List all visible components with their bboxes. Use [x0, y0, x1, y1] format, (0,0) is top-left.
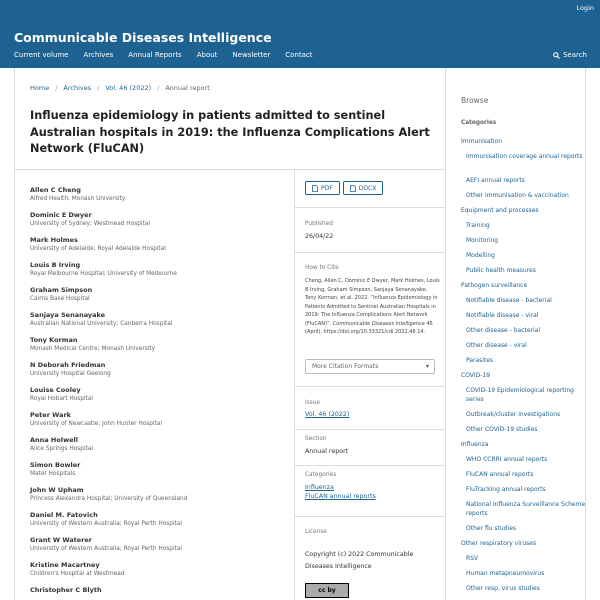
- breadcrumb-separator: /: [97, 84, 100, 92]
- sidebar-subcategory[interactable]: Parasites: [466, 357, 494, 364]
- author-name: Sanjaya Senanayake: [30, 311, 106, 319]
- author-entry: [30, 436, 290, 461]
- sidebar-subcategory[interactable]: RSV: [466, 555, 479, 562]
- author-affiliation: Alfred Health; Monash University: [30, 196, 126, 202]
- author-entry: [30, 236, 290, 261]
- license-text: Copyright (c) 2022 Communicable Diseases Intelligence: [305, 551, 414, 570]
- breadcrumb-current: Annual report: [165, 84, 210, 92]
- nav-current-volume[interactable]: Current volume: [14, 51, 69, 59]
- pdf-label: PDF: [321, 184, 333, 192]
- sidebar-subcategory[interactable]: Human metapneumovirus: [466, 570, 545, 577]
- sidebar-category[interactable]: Equipment and processes: [461, 207, 539, 214]
- divider: [295, 429, 446, 430]
- login-link[interactable]: Login: [576, 4, 594, 12]
- sidebar-subcategory[interactable]: Modelling: [466, 252, 495, 259]
- breadcrumb-separator: /: [157, 84, 160, 92]
- author-name: Christopher C Blyth: [30, 586, 102, 594]
- author-name: Grant W Waterer: [30, 536, 93, 544]
- author-entry: [30, 486, 290, 511]
- author-affiliation: Monash Medical Centre; Monash University: [30, 346, 156, 352]
- author-affiliation: University of Western Australia; Royal Perth Hospital: [30, 521, 182, 527]
- author-entry: [30, 586, 290, 600]
- author-name: Tony Korman: [30, 336, 78, 344]
- published-date: 26/04/22: [305, 233, 334, 240]
- nav-archives[interactable]: Archives: [83, 51, 114, 59]
- issue-label: Issue: [305, 400, 320, 406]
- author-affiliation: Alice Springs Hospital: [30, 446, 94, 452]
- author-affiliation: Royal Melbourne Hospital; University of Melbourne: [30, 271, 177, 277]
- galley-buttons: [305, 181, 386, 195]
- sidebar-category[interactable]: Other respiratory viruses: [461, 540, 537, 547]
- author-name: John W Upham: [30, 486, 84, 494]
- sidebar-category[interactable]: Pathogen surveillance: [461, 282, 528, 289]
- sidebar-subcategory[interactable]: COVID-19 Epidemiological reporting series: [466, 387, 574, 403]
- breadcrumb-volume[interactable]: Vol. 46 (2022): [105, 84, 152, 92]
- citation-journal: Communicable Diseases Intelligence: [332, 320, 425, 327]
- cc-badge-text: cc by: [318, 587, 336, 594]
- docx-download-button[interactable]: [343, 181, 384, 195]
- author-entry: [30, 361, 290, 386]
- citation-format-dropdown[interactable]: [305, 359, 435, 374]
- divider: [295, 207, 446, 208]
- chevron-down-icon: ▾: [425, 363, 429, 370]
- sidebar: [445, 68, 587, 600]
- author-entry: [30, 511, 290, 536]
- search-label: Search: [562, 51, 587, 59]
- category-link-influenza[interactable]: Influenza: [305, 484, 334, 491]
- sidebar-subcategory[interactable]: Training: [466, 222, 490, 229]
- breadcrumb-archives[interactable]: Archives: [63, 84, 92, 92]
- nav-contact[interactable]: Contact: [285, 51, 313, 59]
- sidebar-category[interactable]: COVID-19: [461, 372, 491, 379]
- docx-label: DOCX: [358, 184, 377, 192]
- category-link-flucan[interactable]: FluCAN annual reports: [305, 493, 376, 500]
- main-nav: [14, 51, 328, 59]
- pdf-download-button[interactable]: [305, 181, 340, 195]
- author-affiliation: Children's Hospital at Westmead: [30, 571, 125, 577]
- issue-link[interactable]: Vol. 46 (2022): [305, 411, 350, 418]
- divider: [295, 516, 446, 517]
- license-label: License: [305, 529, 327, 535]
- article-details: [294, 169, 445, 600]
- author-affiliation: University Hospital Geelong: [30, 371, 111, 377]
- breadcrumb: [30, 84, 210, 92]
- sidebar-subcategory[interactable]: WHO CCRRI annual reports: [466, 456, 548, 463]
- file-icon: [350, 185, 356, 192]
- author-entry: [30, 561, 290, 586]
- site-header: [0, 0, 600, 68]
- site-title[interactable]: Communicable Diseases Intelligence: [14, 30, 272, 45]
- page-title: Influenza epidemiology in patients admitted to sentinel Australian hospitals in 2019: the Influenza Complications Alert Network (FluCAN): [30, 109, 430, 155]
- browse-heading: Browse: [461, 96, 489, 105]
- author-name: Daniel M. Fatovich: [30, 511, 98, 519]
- sidebar-subcategory[interactable]: National Influenza Surveillance Scheme reports: [466, 501, 586, 517]
- how-to-cite-label: How to Cite: [305, 265, 339, 271]
- citation-tail: 46 (April). https://doi.org/10.33321/cdi.2022.46.14.: [305, 320, 433, 335]
- sidebar-subcategory[interactable]: Other immunisation & vaccination: [466, 192, 569, 199]
- section-label: Section: [305, 436, 327, 442]
- divider: [295, 465, 446, 466]
- author-name: Louis B Irving: [30, 261, 81, 269]
- author-entry: [30, 336, 290, 361]
- author-affiliation: University of Newcastle; John Hunter Hospital: [30, 421, 163, 427]
- sidebar-subcategory[interactable]: Notifiable disease - viral: [466, 312, 539, 319]
- sidebar-subcategory[interactable]: Other disease - viral: [466, 342, 527, 349]
- nav-newsletter[interactable]: Newsletter: [232, 51, 271, 59]
- author-entry: [30, 411, 290, 436]
- author-entry: [30, 211, 290, 236]
- article-main: [15, 68, 445, 600]
- breadcrumb-home[interactable]: Home: [30, 84, 50, 92]
- author-affiliation: University of Western Australia; Royal Perth Hospital: [30, 546, 182, 552]
- sidebar-subcategory[interactable]: Immunisation coverage annual reports: [466, 153, 583, 160]
- author-entry: [30, 261, 290, 286]
- author-name: Simon Bowler: [30, 461, 81, 469]
- search-icon: [553, 52, 560, 59]
- author-name: Peter Wark: [30, 411, 72, 419]
- sidebar-subcategory[interactable]: Outbreak/cluster investigations: [466, 411, 561, 418]
- author-affiliation: University of Adelaide; Royal Adelaide Hospital: [30, 246, 166, 252]
- author-name: Kristine Macartney: [30, 561, 100, 569]
- author-affiliation: Cairns Base Hospital: [30, 296, 90, 302]
- sidebar-category[interactable]: Immunisation: [461, 138, 503, 145]
- citation-format-label: More Citation Formats: [312, 363, 379, 370]
- file-icon: [312, 185, 318, 192]
- sidebar-subcategory[interactable]: Other flu studies: [466, 525, 517, 532]
- section-value: Annual report: [305, 448, 349, 455]
- author-entry: [30, 461, 290, 486]
- page-content: [14, 68, 586, 600]
- sidebar-subcategory[interactable]: FluCAN annual reports: [466, 471, 534, 478]
- author-affiliation: Royal Hobart Hospital: [30, 396, 94, 402]
- author-name: N Deborah Friedman: [30, 361, 106, 369]
- author-name: Mark Holmes: [30, 236, 78, 244]
- search-link[interactable]: [553, 51, 587, 59]
- categories-label: Categories: [305, 472, 337, 478]
- author-entry: [30, 536, 290, 561]
- author-name: Dominic E Dwyer: [30, 211, 92, 219]
- author-name: Allen C Cheng: [30, 186, 81, 194]
- author-name: Graham Simpson: [30, 286, 93, 294]
- sidebar-subcategory[interactable]: Other disease - bacterial: [466, 327, 541, 334]
- sidebar-categories-heading: Categories: [461, 120, 497, 126]
- cc-license-badge[interactable]: [305, 583, 349, 598]
- sidebar-subcategory[interactable]: Notifiable disease - bacterial: [466, 297, 552, 304]
- author-name: Anna Holwell: [30, 436, 78, 444]
- author-name: Louise Cooley: [30, 386, 81, 394]
- author-entry: [30, 386, 290, 411]
- breadcrumb-separator: /: [55, 84, 58, 92]
- author-entry: [30, 286, 290, 311]
- nav-about[interactable]: About: [196, 51, 218, 59]
- nav-annual-reports[interactable]: Annual Reports: [128, 51, 182, 59]
- author-affiliation: University of Sydney; Westmead Hospital: [30, 221, 150, 227]
- sidebar-subcategory[interactable]: FluTracking annual reports: [466, 486, 546, 493]
- citation-body: Cheng, Allen C, Dominic E Dwyer, Mark Holmes, Louis B Irving, Graham Simpson, Sanjaya Senanayake, Tony Korman, et al. 2022. “Influenza Epidemiology in Patients Admitted to Sentinel Australian Hospitals in 2019: The Influenza Complications Alert Network (FluCAN)”.: [305, 278, 440, 327]
- sidebar-category[interactable]: Influenza: [461, 441, 489, 448]
- author-entry: [30, 186, 290, 211]
- sidebar-subcategory[interactable]: Public health measures: [466, 267, 536, 274]
- sidebar-subcategory[interactable]: Other COVID-19 studies: [466, 426, 538, 433]
- author-entry: [30, 311, 290, 336]
- sidebar-subcategory[interactable]: Other resp. virus studies: [466, 585, 540, 592]
- author-affiliation: Princess Alexandra Hospital; University of Queensland: [30, 496, 188, 502]
- author-list: [30, 186, 290, 600]
- published-label: Published: [305, 221, 333, 227]
- author-affiliation: Australian National University; Canberra Hospital: [30, 321, 173, 327]
- sidebar-subcategory[interactable]: Monitoring: [466, 237, 499, 244]
- divider: [295, 252, 446, 253]
- sidebar-subcategory[interactable]: AEFI annual reports: [466, 177, 525, 184]
- author-affiliation: Mater Hospitals: [30, 471, 76, 477]
- category-list: [461, 137, 586, 599]
- citation-text: [305, 277, 440, 337]
- divider: [295, 386, 446, 387]
